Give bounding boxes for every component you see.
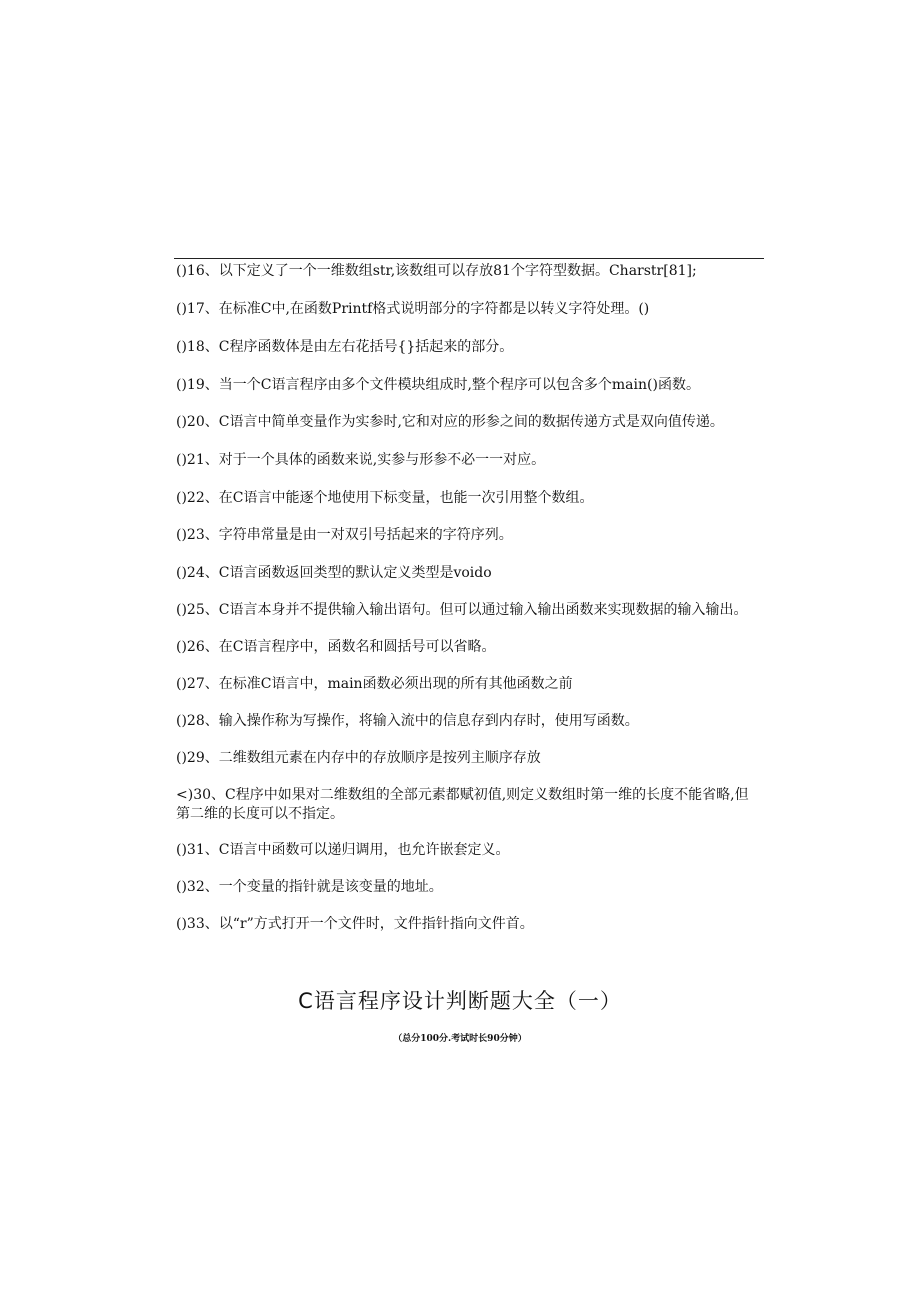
question-17: ()17、在标准C中,在函数Printf格式说明部分的字符都是以转义字符处理。(): [176, 301, 650, 317]
question-26: ()26、在C语言程序中，函数名和圆括号可以省略。: [176, 639, 496, 655]
document-title: C语言程序设计判断题大全（一）: [298, 989, 622, 1013]
question-30: <)30、C程序中如果对二维数组的全部元素都赋初值,则定义数组时第一维的长度不能省略,但第二维的长度可以不指定。: [176, 787, 749, 822]
exam-info: （总分100分.考试时长90分钟）: [393, 1034, 527, 1044]
question-list: [176, 262, 761, 934]
question-16: ()16、以下定义了一个一维数组str,该数组可以存放81个字符型数据。Charstr[81];: [176, 263, 697, 279]
question-21: ()21、对于一个具体的函数来说,实参与形参不必一一对应。: [176, 452, 546, 468]
question-19: ()19、当一个C语言程序由多个文件模块组成时,整个程序可以包含多个main()函数。: [176, 377, 700, 393]
question-24: ()24、C语言函数返回类型的默认定义类型是voido: [176, 565, 492, 581]
question-28: ()28、输入操作称为写操作，将输入流中的信息存到内存时，使用写函数。: [176, 713, 639, 729]
question-18: ()18、C程序函数体是由左右花括号{}括起来的部分。: [176, 339, 514, 355]
question-25: ()25、C语言本身并不提供输入输出语句。但可以通过输入输出函数来实现数据的输入输出。: [176, 602, 748, 618]
question-29: ()29、二维数组元素在内存中的存放顺序是按列主顺序存放: [176, 750, 541, 766]
top-rule: [174, 258, 764, 259]
question-33: ()33、以“r”方式打开一个文件时，文件指针指向文件首。: [176, 916, 534, 932]
question-31: ()31、C语言中函数可以递归调用，也允许嵌套定义。: [176, 842, 510, 858]
question-22: ()22、在C语言中能逐个地使用下标变量，也能一次引用整个数组。: [176, 490, 594, 506]
question-20: ()20、C语言中简单变量作为实参时,它和对应的形参之间的数据传递方式是双向值传递。: [176, 414, 724, 430]
question-23: ()23、字符串常量是由一对双引号括起来的字符序列。: [176, 527, 513, 543]
question-32: ()32、一个变量的指针就是该变量的地址。: [176, 879, 443, 895]
question-27: ()27、在标准C语言中，main函数必须出现的所有其他函数之前: [176, 676, 573, 692]
